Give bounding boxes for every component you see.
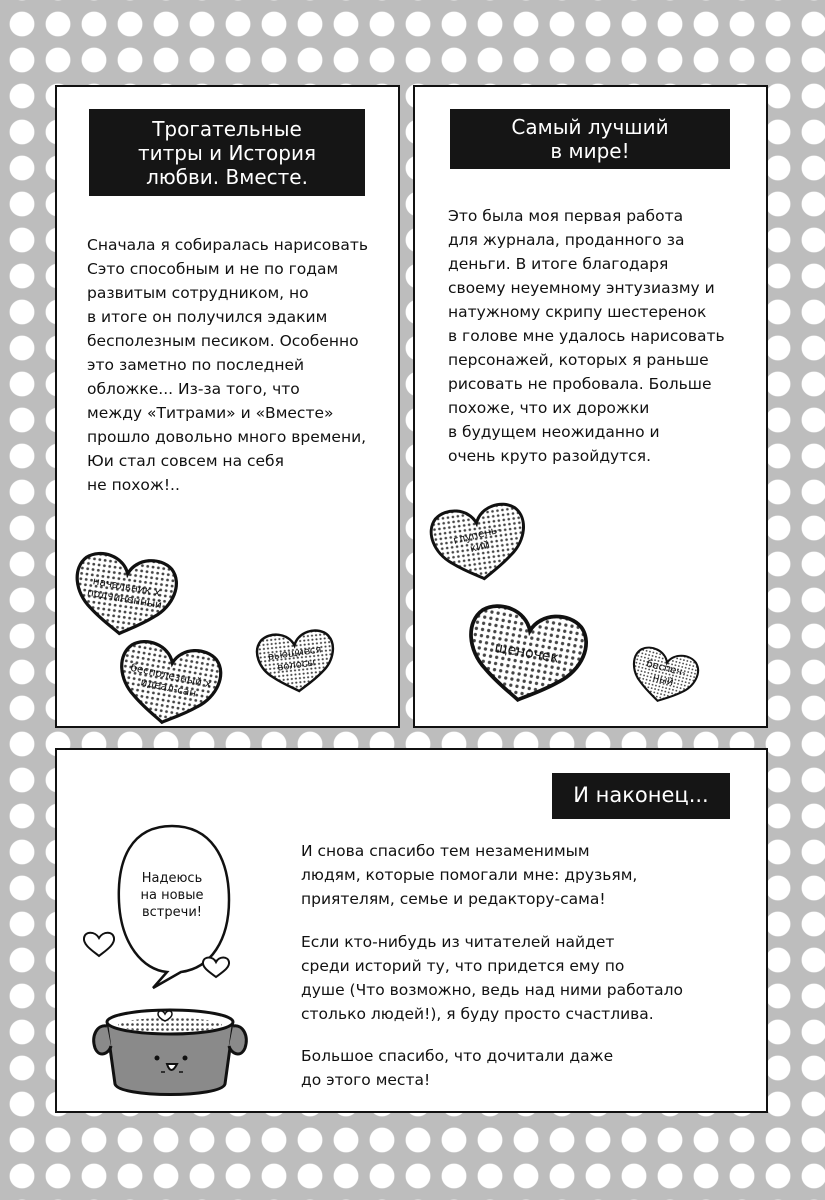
- small-heart-icon: [201, 955, 231, 979]
- small-heart-icon: [81, 930, 117, 958]
- right-panel: [413, 85, 768, 728]
- closing-paragraph: Большое спасибо, что дочитали даже до этого места!: [301, 1047, 614, 1089]
- bottom-panel-title: И наконец...: [552, 773, 730, 819]
- speech-bubble-text: Надеюсь на новые встречи!: [140, 870, 204, 920]
- heart-sticker: [71, 550, 179, 636]
- heart-sticker: [113, 639, 225, 725]
- right-panel-text: Это была моя первая работа для журнала, проданного за деньги. В итоге благодаря своему неуемному энтузиазму и натужному скрипу шестеренок в голове мне удалось нарисовать персонажей, которых я раньше рисовать не пробовала. Больше похоже, что их дорожки в будущем неожиданно и очень круто разойдутся.: [448, 207, 725, 465]
- left-panel: [55, 85, 400, 728]
- left-panel-title: Трогательные титры и История любви. Вместе.: [89, 109, 365, 196]
- readers-paragraph: Если кто-нибудь из читателей найдет среди историй ту, что придется ему по душе (Что возможно, ведь над ними работало столько людей!), я буду просто счастлива.: [301, 933, 684, 1023]
- right-panel-title: Самый лучший в мире!: [450, 109, 730, 169]
- heart-sticker: [255, 627, 337, 693]
- heart-label-carefree: беспеч- ный: [645, 658, 687, 689]
- heart-label-boss: начальник х подчиненный: [86, 575, 163, 612]
- heart-label-curly-hair: вьющиеся волосы: [267, 644, 323, 674]
- cup-mascot-icon: [85, 992, 255, 1102]
- heart-label-useless: бесполезный х идеал-сан: [129, 661, 213, 700]
- heart-sticker: [629, 647, 699, 703]
- heart-label-silly: глупень- кий: [452, 523, 503, 556]
- thanks-paragraph: И снова спасибо тем незаменимым людям, которые помогали мне: друзьям, приятелям, семье и редактору-сама!: [301, 842, 638, 908]
- heart-sticker: [461, 603, 591, 703]
- heart-sticker: [429, 501, 529, 581]
- bottom-panel: [55, 748, 768, 1113]
- heart-label-puppy: щеночек: [493, 639, 561, 667]
- left-panel-text: Сначала я собиралась нарисовать Сэто способным и не по годам развитым сотрудником, но в итоге он получился эдаким бесполезным песиком. Особенно это заметно по последней обложке... Из-за того, что между «Титрами» и «Вместе» прошло довольно много времени, Юи стал совсем на себя не похож!..: [87, 236, 369, 494]
